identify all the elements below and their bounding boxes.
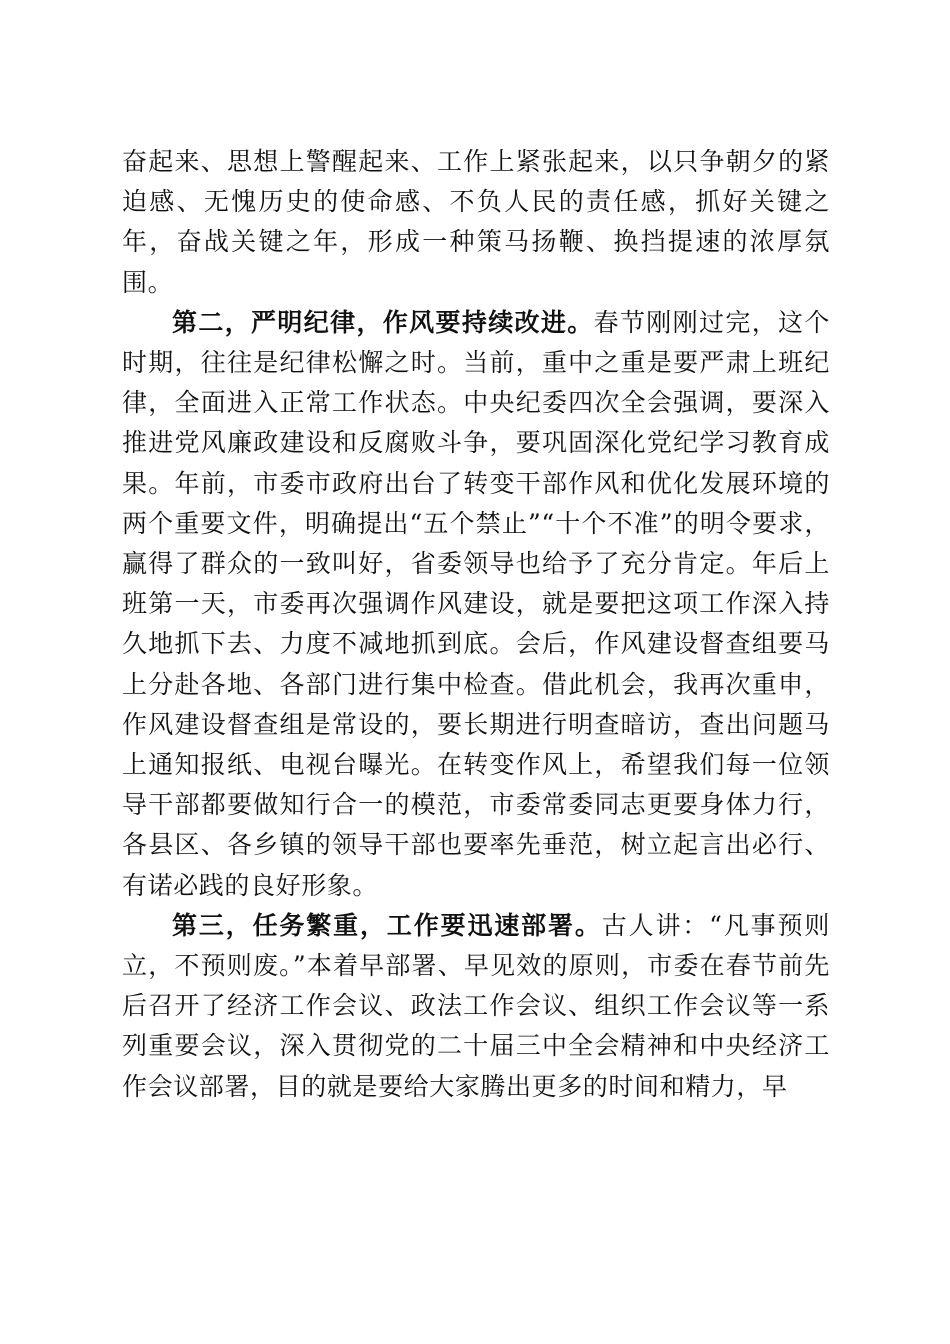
paragraph-continuation <box>122 142 830 303</box>
paragraph-text: 春节刚刚过完，这个时期，往往是纪律松懈之时。当前，重中之重是要严肃上班纪律，全面进入正常工作状态。中央纪委四次全会强调，要深入推进党风廉政建设和反腐败斗争，要巩固深化党纪学习教育成果。年前，市委市政府出台了转变干部作风和优化发展环境的两个重要文件，明确提出“五个禁止”“十个不准”的明令要求，赢得了群众的一致叫好，省委领导也给予了充分肯定。年后上班第一天，市委再次强调作风建设，就是要把这项工作深入持久地抓下去、力度不减地抓到底。会后，作风建设督查组要马上分赴各地、各部门进行集中检查。借此机会，我再次重申，作风建设督查组是常设的，要长期进行明查暗访，查出问题马上通知报纸、电视台曝光。在转变作风上，希望我们每一位领导干部都要做知行合一的模范，市委常委同志更要身体力行，各县区、各乡镇的领导干部也要率先垂范，树立起言出必行、有诺必践的良好形象。 <box>122 307 830 900</box>
paragraph-heading: 第二，严明纪律，作风要持续改进。 <box>172 307 594 337</box>
paragraph-second-point <box>122 303 830 906</box>
paragraph-text: 奋起来、思想上警醒起来、工作上紧张起来，以只争朝夕的紧迫感、无愧历史的使命感、不负人民的责任感，抓好关键之年，奋战关键之年，形成一种策马扬鞭、换挡提速的浓厚氛围。 <box>122 147 830 297</box>
document-page <box>122 142 830 1107</box>
paragraph-heading: 第三，任务繁重，工作要迅速部署。 <box>172 910 602 940</box>
paragraph-third-point <box>122 906 830 1107</box>
paragraph-text: 古人讲：“凡事预则立，不预则废。”本着早部署、早见效的原则，市委在春节前先后召开了经济工作会议、政法工作会议、组织工作会议等一系列重要会议，深入贯彻党的二十届三中全会精神和中央经济工作会议部署，目的就是要给大家腾出更多的时间和精力，早 <box>122 910 830 1101</box>
